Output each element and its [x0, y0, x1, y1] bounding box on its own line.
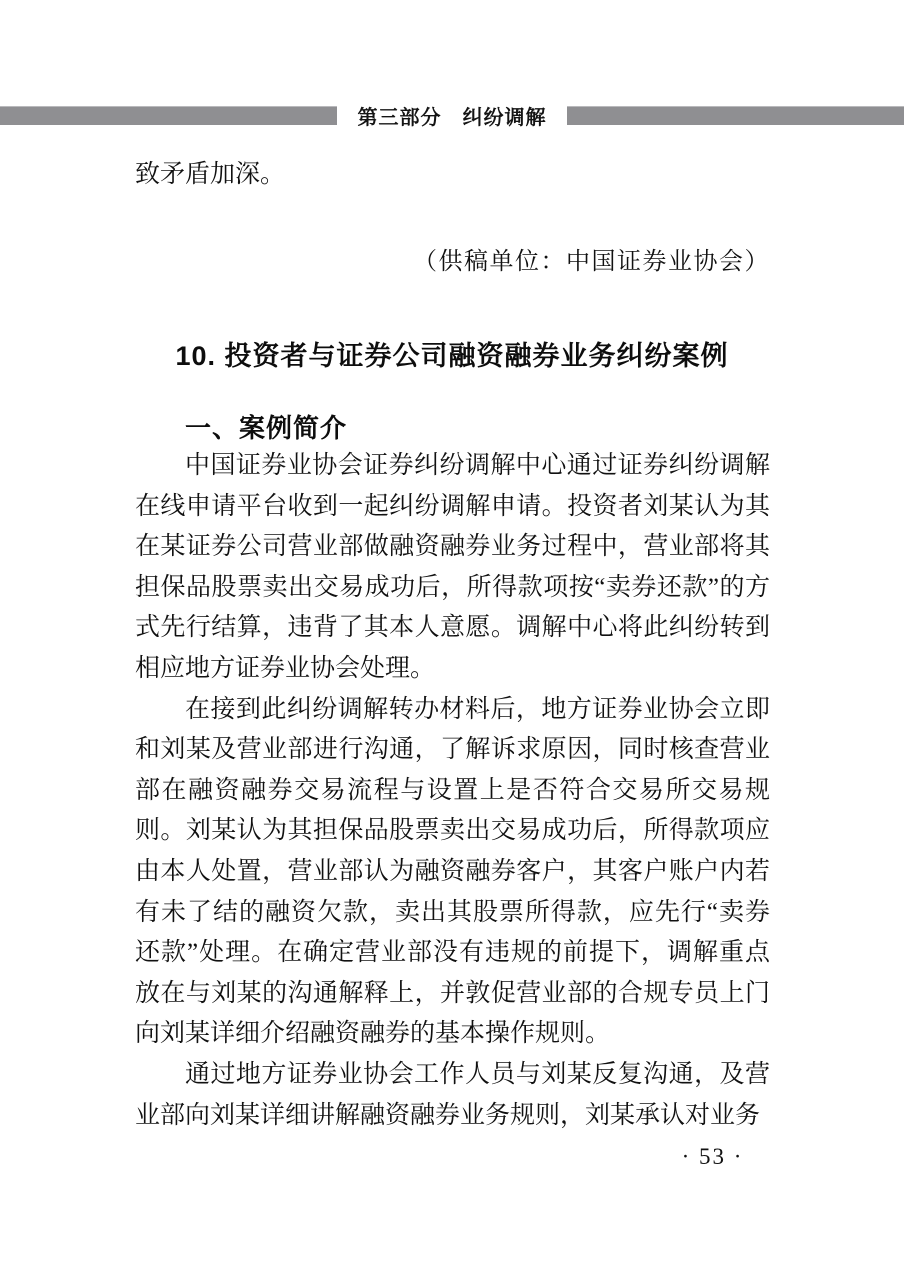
- attribution-line: （供稿单位：中国证券业协会）: [413, 249, 770, 275]
- running-header: [0, 104, 904, 129]
- page-number: · 53 ·: [681, 1144, 744, 1169]
- header-rule-left: [0, 106, 337, 125]
- body-text: [135, 446, 770, 1136]
- carryover-paragraph-end: 致矛盾加深。: [135, 161, 286, 188]
- paragraph-case-intro-1: 中国证券业协会证券纠纷调解中心通过证券纠纷调解在线申请平台收到一起纠纷调解申请。投资者刘某认为其在某证券公司营业部做融资融券业务过程中，营业部将其担保品股票卖出交易成功后，所得款项按“卖券还款”的方式先行结算，违背了其本人意愿。调解中心将此纠纷转到相应地方证券业协会处理。: [135, 452, 770, 682]
- header-section-label: 第三部分 纠纷调解: [357, 106, 547, 129]
- paragraph-case-intro-3: 通过地方证券业协会工作人员与刘某反复沟通，及营业部向刘某详细讲解融资融券业务规则，刘某承认对业务: [135, 1060, 770, 1129]
- paragraph-case-intro-2: 在接到此纠纷调解转办材料后，地方证券业协会立即和刘某及营业部进行沟通，了解诉求原因，同时核查营业部在融资融券交易流程与设置上是否符合交易所交易规则。刘某认为其担保品股票卖出交易成功后，所得款项应由本人处置，营业部认为融资融券客户，其客户账户内若有未了结的融资欠款，卖出其股票所得款，应先行“卖券还款”处理。在确定营业部没有违规的前提下，调解重点放在与刘某的沟通解释上，并敦促营业部的合规专员上门向刘某详细介绍融资融券的基本操作规则。: [135, 695, 770, 1048]
- header-rule-right: [567, 106, 904, 125]
- section-heading: 一、案例简介: [185, 413, 348, 443]
- case-title: 10. 投资者与证券公司融资融券业务纠纷案例: [175, 341, 729, 371]
